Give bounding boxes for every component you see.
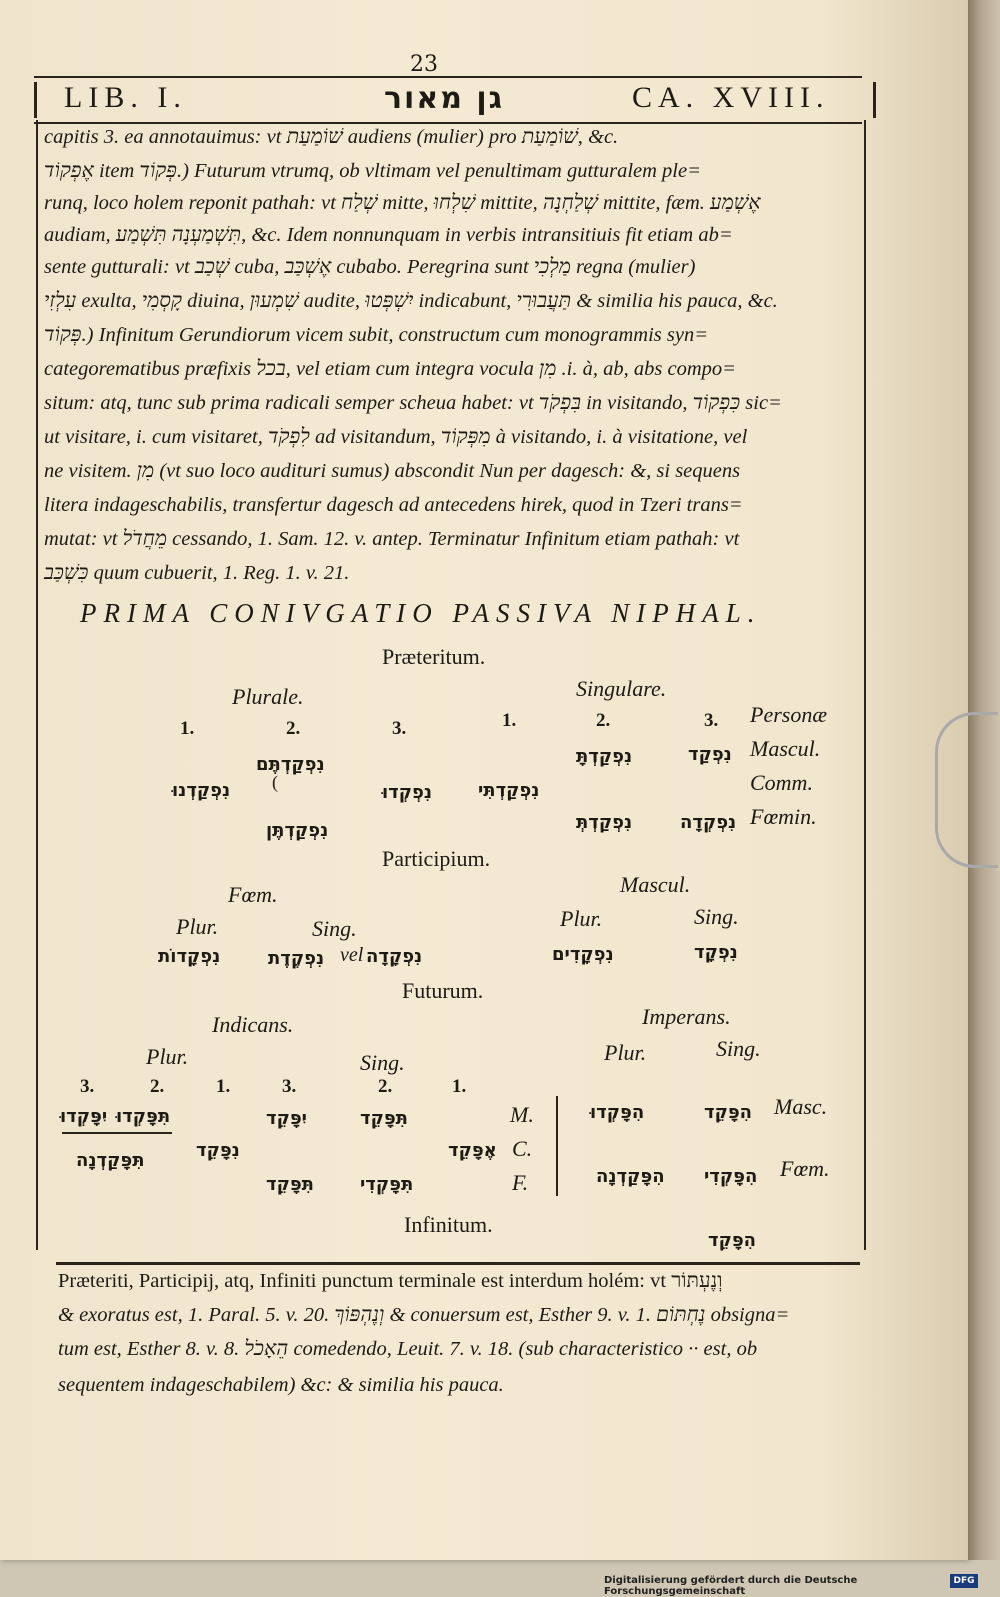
page-number: 23 <box>410 52 438 77</box>
header-hebrew-title: גן מאור <box>384 81 505 116</box>
imp-row-foem: Fœm. <box>780 1156 830 1181</box>
person-number: 2. <box>378 1076 393 1097</box>
plurale-label: Plurale. <box>232 684 304 709</box>
note-line: & exoratus est, 1. Paral. 5. v. 20. וְנֶהְפּוֹךְ & conuersum est, Esther 9. v. 1. נֶחְתּוֹם obsigna= <box>58 1304 790 1326</box>
column-divider <box>556 1096 558 1196</box>
participium-mascul: Mascul. <box>620 872 691 897</box>
divider-rule <box>56 1262 860 1265</box>
person-number: 1. <box>216 1076 231 1097</box>
header-book: LIB. I. <box>64 81 187 114</box>
body-line: כִּשְׁכַּב quum cubuerit, 1. Reg. 1. v. 21. <box>44 562 350 584</box>
person-number: 2. <box>286 718 301 739</box>
person-number: 1. <box>452 1076 467 1097</box>
participle-f-pl: נִפְקָדוֹת <box>158 946 221 967</box>
fut-pl3-m: יִפָּקְדוּ <box>60 1106 108 1127</box>
row-c: C. <box>512 1136 533 1161</box>
indicans-plur: Plur. <box>146 1044 189 1069</box>
imp-pl-m: הִפָּקְדוּ <box>590 1102 645 1123</box>
note-line: Præteriti, Participij, atq, Infiniti punctum terminale est interdum holém: vt וְנֶעְתּוֹר <box>58 1270 723 1292</box>
body-line: mutat: vt מֵחֲדֹל cessando, 1. Sam. 12. v. antep. Terminatur Infinitum etiam pathah: vt <box>44 528 740 550</box>
body-line: פְּקוֹד.) Infinitum Gerundiorum vicem subit, constructum cum monogrammis syn= <box>44 324 709 346</box>
imp-pl-f: הִפָּקַדְנָה <box>596 1166 665 1187</box>
body-line: ne visitem. מִן (vt suo loco audituri sumus) abscondit Nun per dagesch: &, si sequens <box>44 460 741 482</box>
body-line: ut visitare, i. cum visitaret, לִפְקֹד ad visitandum, מִפְּקוֹד à visitando, i. à visitatione, vel <box>44 426 748 448</box>
indicans-label: Indicans. <box>212 1012 294 1037</box>
body-line: עִלְזִי exulta, קָסְמִי diuina, שִׁמְעוּן audite, יִשְׁפְּטוּ indicabunt, תַּעֲבוּרִי & similia his pauca, &c. <box>44 290 778 312</box>
body-line: sente gutturali: vt שְׁכַב cuba, אֶשְׁכַּב cubabo. Peregrina sunt מַלְכִי regna (mulier) <box>44 256 696 278</box>
row-foemin: Fœmin. <box>750 804 817 829</box>
fut-pl-f: תִּפָּקַדְנָה <box>76 1150 145 1171</box>
form-pl1: נִפְקַדְנוּ <box>172 780 231 801</box>
futurum-label: Futurum. <box>402 978 484 1003</box>
section-title: PRIMA CONIVGATIO PASSIVA NIPHAL. <box>80 598 762 628</box>
person-number: 3. <box>704 710 719 731</box>
preteritum-label: Præteritum. <box>382 644 486 669</box>
person-number: 2. <box>150 1076 165 1097</box>
singulare-label: Singulare. <box>576 676 667 701</box>
body-line: runq, loco holem reponit pathah: vt שְׁלַח mitte, שִׁלְחוּ mittite, שְׁלַחְנָה mittite, fæm. אֶשְׁמַע <box>44 192 761 214</box>
indicans-sing: Sing. <box>360 1050 405 1075</box>
person-number: 3. <box>282 1076 297 1097</box>
row-comm: Comm. <box>750 770 813 795</box>
fut-sg2-f: תִּפָּקְדִי <box>360 1174 414 1195</box>
form-pl2-f: נִפְקַדְתֶּן <box>266 820 329 841</box>
person-number: 3. <box>392 718 407 739</box>
imp-sg-m: הִפָּקֵד <box>704 1102 753 1123</box>
body-line: situm: atq, tunc sub prima radicali semper scheua habet: vt בִּפְקֹד in visitando, כִּפְקוֹד sic= <box>44 392 782 414</box>
body-line: capitis 3. ea annotauimus: vt שׁוֹמַעַת audiens (mulier) pro שׁוֹמַעַת, &c. <box>44 126 619 148</box>
page-clip <box>935 712 998 868</box>
participium-m-sing: Sing. <box>694 904 739 929</box>
participium-m-plur: Plur. <box>560 906 603 931</box>
fut-pl2-m: תִּפָּקְדוּ <box>116 1106 171 1127</box>
personae-label: Personæ <box>750 702 827 727</box>
infinitive-form: הִפָּקֵד <box>708 1230 757 1251</box>
person-number: 3. <box>80 1076 95 1097</box>
body-line: categorematibus præfixis בכל, vel etiam cum integra vocula מִן .i. à, ab, abs compo= <box>44 358 736 380</box>
participle-f-sg-2: נִפְקֶדֶת <box>268 948 325 969</box>
row-f: F. <box>512 1170 529 1195</box>
fut-sg1: אֶפָּקֵד <box>448 1140 497 1161</box>
brace: ( <box>272 772 278 792</box>
participle-m-pl: נִפְקָדִים <box>552 944 614 965</box>
person-number: 2. <box>596 710 611 731</box>
form-sg1: נִפְקַדְתִּי <box>478 780 540 801</box>
body-line: audiam, תִּשְׁמַעְנָה תִּשְׁמַע, &c. Idem nonnunquam in verbis intransitiuis fit etiam ab= <box>44 224 733 246</box>
vel-word: vel <box>340 944 364 966</box>
digitization-credit: Digitalisierung gefördert durch die Deutsche Forschungsgemeinschaft <box>604 1575 858 1597</box>
participium-label: Participium. <box>382 846 491 871</box>
form-sg3-f: נִפְקְדָה <box>680 812 737 833</box>
form-pl2-m: נִפְקַדְתֶּם <box>256 754 325 775</box>
fut-sg3-f: תִּפָּקֵד <box>266 1174 314 1195</box>
infinitum-label: Infinitum. <box>404 1212 493 1237</box>
dfg-logo: DFG <box>950 1574 978 1588</box>
participle-m-sg: נִפְקָד <box>694 942 738 963</box>
imperans-sing: Sing. <box>716 1036 761 1061</box>
note-line: sequentem indageschabilem) &c: & similia his pauca. <box>58 1374 504 1396</box>
note-line: tum est, Esther 8. v. 8. הֵאָכֹל comedendo, Leuit. 7. v. 18. (sub characteristico ·· est, ob <box>58 1338 758 1360</box>
imp-sg-f: הִפָּקְדִי <box>704 1166 758 1187</box>
participium-f-plur: Plur. <box>176 914 219 939</box>
fut-sg3-m: יִפָּקֵד <box>266 1108 307 1129</box>
form-sg3-m: נִפְקַד <box>688 744 732 765</box>
person-number: 1. <box>502 710 517 731</box>
fut-pl1: נִפָּקֵד <box>196 1140 240 1161</box>
row-m: M. <box>510 1102 534 1127</box>
imp-row-masc: Masc. <box>774 1094 828 1119</box>
participium-foem: Fœm. <box>228 882 278 907</box>
person-number: 1. <box>180 718 195 739</box>
row-mascul: Mascul. <box>750 736 821 761</box>
form-sg2-f: נִפְקַדְתְּ <box>576 812 633 833</box>
imperans-plur: Plur. <box>604 1040 647 1065</box>
participle-f-sg-1: נִפְקָדָה <box>366 946 423 967</box>
header-chapter: CA. XVIII. <box>632 81 830 114</box>
form-sg2-m: נִפְקַדְתָּ <box>576 746 633 767</box>
body-line: litera indageschabilis, transfertur dagesch ad antecedens hirek, quod in Tzeri trans= <box>44 494 743 516</box>
body-line: אֶפְקוֹד item פְּקוֹד.) Futurum vtrumq, ob vltimam vel penultimam gutturalem ple= <box>44 160 701 182</box>
participium-f-sing: Sing. <box>312 916 357 941</box>
imperans-label: Imperans. <box>642 1004 731 1029</box>
bracket-line <box>62 1132 172 1134</box>
fut-sg2-m: תִּפָּקֵד <box>360 1108 408 1129</box>
form-pl3: נִפְקְדוּ <box>382 782 433 803</box>
running-header <box>34 76 862 124</box>
